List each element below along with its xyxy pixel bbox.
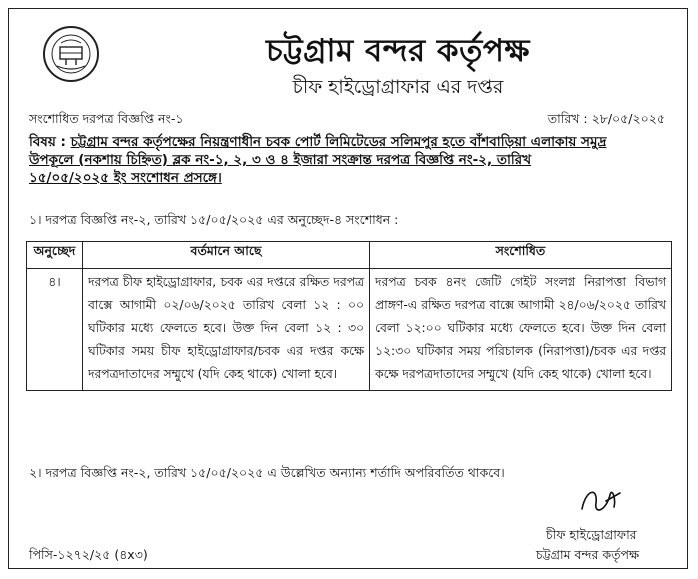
table-row	[27, 269, 672, 391]
cell-revised-text: দরপত্র চবক ৪নং জেটি গেইট সংলগ্ন নিরাপত্তা বিভাগ প্রাঙ্গণ-এ রক্ষিত দরপত্র বাক্সে আগামী ২৪/০৬/২০২৫ তারিখ বেলা ১২:০০ ঘটিকার মধ্যে ফেলতে হবে। উক্ত দিন বেলা ১২:৩০ ঘটিকার সময় পরিচালক (নিরাপত্তা)/চবক এর দপ্তর কক্ষে দরপত্রদাতাদের সম্মুখে (যদি কেহ থাকে) খোলা হবে।	[370, 269, 672, 391]
subject-line-2: উপকূলে (নকশায় চিহ্নিত) ব্লক নং-১, ২, ৩ ও ৪ ইজারা সংক্রান্ত দরপত্র বিজ্ঞপ্তি নং-২, তারিখ	[29, 152, 532, 168]
cell-paragraph-number: ৪।	[27, 269, 83, 391]
signatory-title: চীফ হাইড্রোগ্রাফার	[546, 527, 637, 542]
header-revised: সংশোধিত	[370, 242, 672, 269]
notice-page	[8, 8, 688, 569]
notice-date: তারিখ : ২৮/০৫/২০২৫	[547, 111, 665, 126]
port-authority-seal	[43, 26, 99, 82]
footer-code: পিসি-১২৭২/২৫ (৪x৩)	[29, 547, 148, 562]
table-header-row	[27, 242, 672, 269]
organization-title: চট্টগ্রাম বন্দর কর্তৃপক্ষ	[265, 33, 531, 69]
subject-label: বিষয় :	[29, 134, 66, 150]
paragraph-1: ১। দরপত্র বিজ্ঞপ্তি নং-২, তারিখ ১৫/০৫/২০২৫ এর অনুচ্ছেদ-৪ সংশোধন :	[29, 212, 399, 227]
subject-line-3: ১৫/০৫/২০২৫ ইং সংশোধন প্রসঙ্গে।	[29, 170, 222, 186]
amendment-table	[26, 241, 672, 391]
header-current: বর্তমানে আছে	[83, 242, 370, 269]
subject-line-1: চট্টগ্রাম বন্দর কর্তৃপক্ষের নিয়ন্ত্রণাধীন চবক পোর্ট লিমিটেডের সলিমপুর হতে বাঁশবাড়িয়া এলাকায় সমুদ্র	[70, 134, 607, 150]
paragraph-2: ২। দরপত্র বিজ্ঞপ্তি নং-২, তারিখ ১৫/০৫/২০২৫ এ উল্লেখিত অন্যান্য শর্তাদি অপরিবর্তিত থাকবে।	[29, 465, 505, 480]
cell-current-text: দরপত্র চীফ হাইড্রোগ্রাফার, চবক এর দপ্তরে রক্ষিত দরপত্র বাক্সে আগামী ০২/০৬/২০২৫ তারিখ বেলা ১২ : ০০ ঘটিকার মধ্যে ফেলতে হবে। উক্ত দিন বেলা ১২ : ৩০ ঘটিকার সময় চীফ হাইড্রোগ্রাফার/চবক এর দপ্তর কক্ষে দরপত্রদাতাদের সম্মুখে (যদি কেহ থাকে) খোলা হবে।	[83, 269, 370, 391]
office-subtitle: চীফ হাইড্রোগ্রাফার এর দপ্তর	[292, 76, 504, 98]
subject-block	[29, 133, 667, 187]
notice-number: সংশোধিত দরপত্র বিজ্ঞপ্তি নং-১	[29, 111, 184, 126]
header-paragraph: অনুচ্ছেদ	[27, 242, 83, 269]
signatory-organization: চট্টগ্রাম বন্দর কর্তৃপক্ষ	[536, 547, 640, 562]
signature-mark	[576, 481, 626, 525]
